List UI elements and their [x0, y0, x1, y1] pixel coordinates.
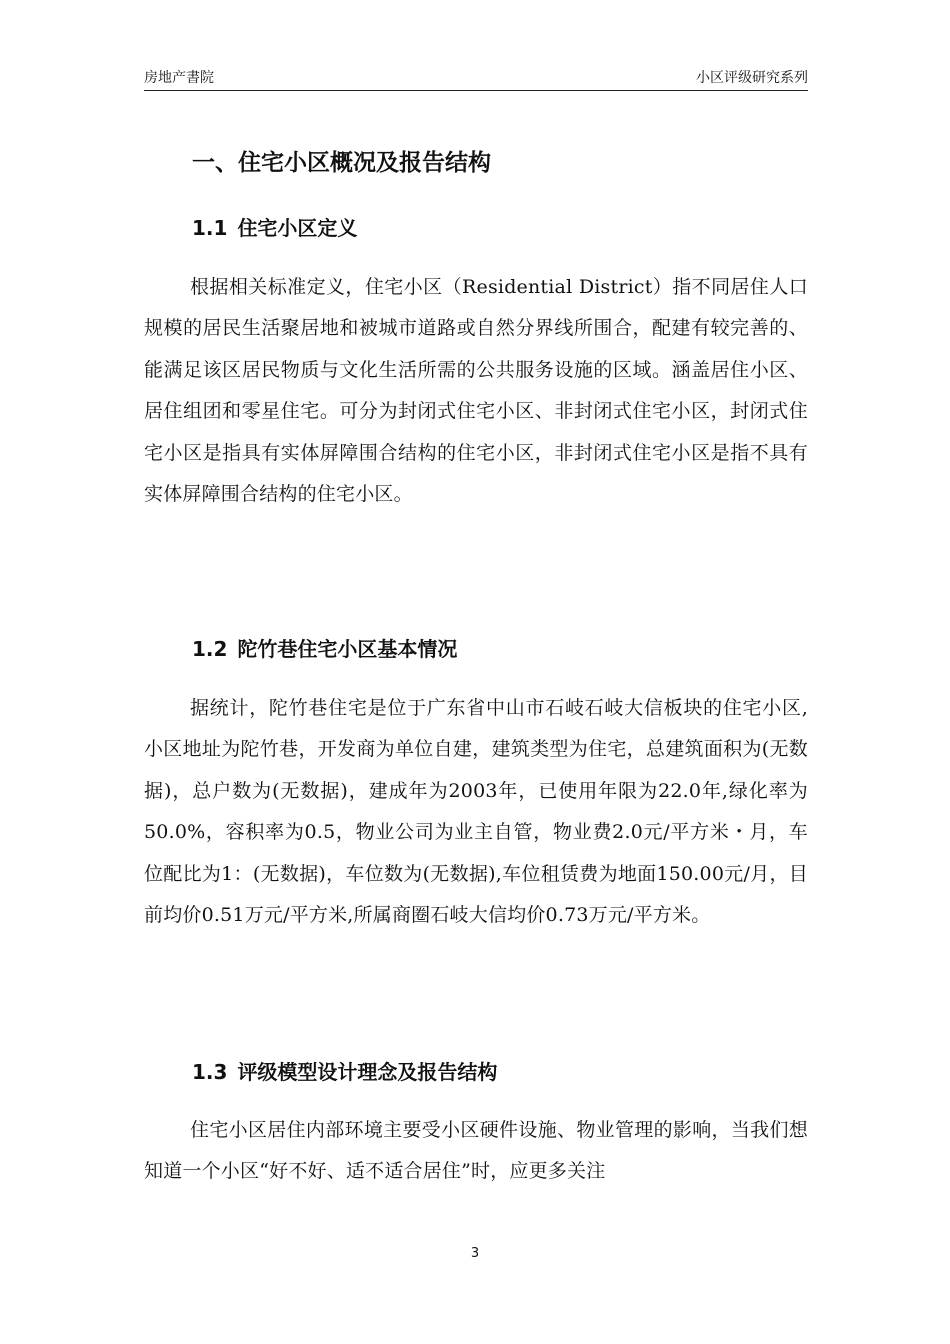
section-heading-1-2: [192, 634, 457, 664]
section-title: 评级模型设计理念及报告结构: [237, 1060, 498, 1084]
header-series-title: 小区评级研究系列: [696, 70, 808, 86]
section-heading-1-3: [192, 1057, 497, 1087]
section-title: 住宅小区定义: [237, 216, 358, 240]
section-number: 1.1: [192, 216, 228, 240]
chapter-title: 一、住宅小区概况及报告结构: [192, 150, 491, 176]
section-heading-1-1: [192, 213, 357, 243]
section-number: 1.3: [192, 1060, 228, 1084]
header-publisher: 房地产書院: [144, 70, 214, 86]
page-header: [144, 66, 808, 91]
section-paragraph-1-2: 据统计，陀竹巷住宅是位于广东省中山市石岐石岐大信板块的住宅小区,小区地址为陀竹巷，开发商为单位自建，建筑类型为住宅，总建筑面积为(无数据)，总户数为(无数据)，建成年为2003年，已使用年限为22.0年,绿化率为50.0%，容积率为0.5，物业公司为业主自管，物业费2.0元/平方米・月，车位配比为1：(无数据)，车位数为(无数据),车位租赁费为地面150.00元/月，目前均价0.51万元/平方米,所属商圈石岐大信均价0.73万元/平方米。: [144, 697, 808, 927]
section-number: 1.2: [192, 637, 228, 661]
page-number: 3: [470, 1246, 480, 1261]
section-paragraph-1-3: 住宅小区居住内部环境主要受小区硬件设施、物业管理的影响，当我们想知道一个小区“好不好、适不适合居住”时，应更多关注: [144, 1119, 808, 1183]
section-paragraph-1-1: 根据相关标准定义，住宅小区（Residential District）指不同居住人口规模的居民生活聚居地和被城市道路或自然分界线所围合，配建有较完善的、能满足该区居民物质与文化生活所需的公共服务设施的区域。涵盖居住小区、居住组团和零星住宅。可分为封闭式住宅小区、非封闭式住宅小区，封闭式住宅小区是指具有实体屏障围合结构的住宅小区，非封闭式住宅小区是指不具有实体屏障围合结构的住宅小区。: [144, 276, 808, 506]
section-title: 陀竹巷住宅小区基本情况: [237, 637, 458, 661]
